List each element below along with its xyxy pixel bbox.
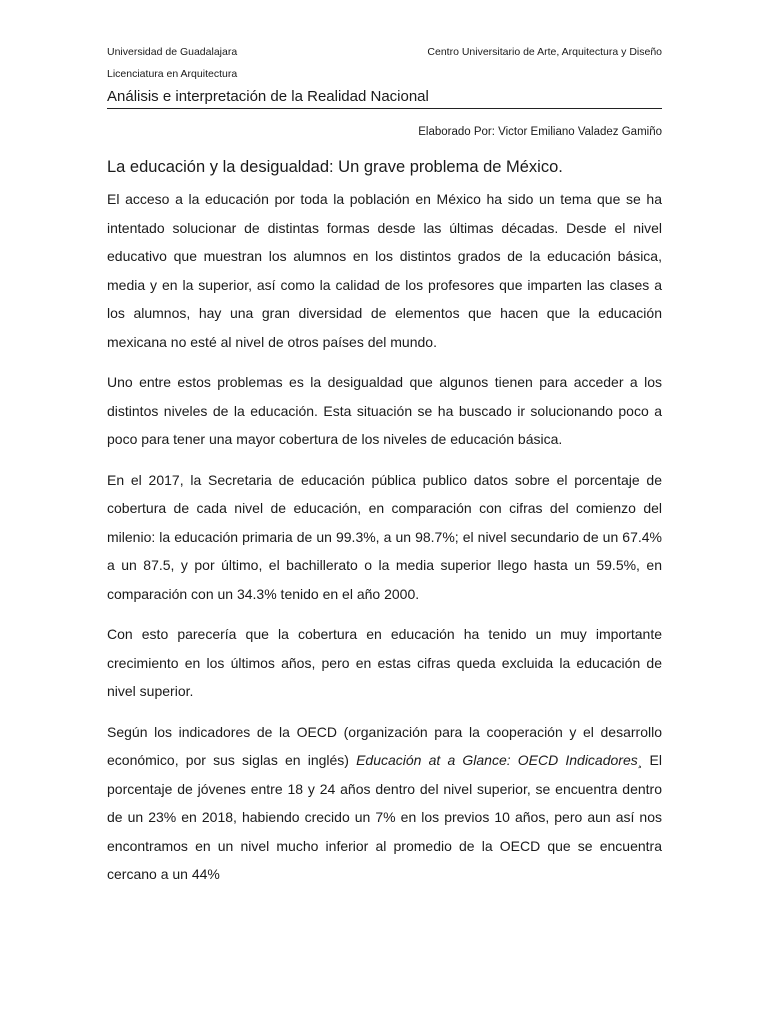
paragraph-5-start: Según los indicadores de la OECD (organización para la cooperación y el desarrollo económico, por sus siglas en inglés) xyxy=(107,723,662,768)
paragraph-2: Uno entre estos problemas es la desigualdad que algunos tienen para acceder a los distintos niveles de la educación. Esta situación se ha buscado ir solucionando poco a poco para tener una mayor cobertura de los niveles de educación básica. xyxy=(107,374,662,447)
program-name: Licenciatura en Arquitectura xyxy=(107,68,238,80)
author-line: Elaborado Por: Victor Emiliano Valadez Gamiño xyxy=(418,126,662,138)
paragraph-5 xyxy=(107,718,662,889)
header-top-row xyxy=(107,45,662,59)
paragraph-5-end: El porcentaje de jóvenes entre 18 y 24 años dentro del nivel superior, se encuentra dentro de un 23% en 2018, habiendo crecido un 7% en los previos 10 años, pero aun así nos encontramos en un nivel mucho inferior al promedio de la OECD que se encuentra cercano a un 44% xyxy=(107,752,662,882)
paragraph-4: Con esto parecería que la cobertura en educación ha tenido un muy importante crecimiento en los últimos años, pero en estas cifras queda excluida la educación de nivel superior. xyxy=(107,626,662,699)
header-program-row xyxy=(107,67,662,81)
header-divider xyxy=(107,108,662,109)
paragraph-1: El acceso a la educación por toda la población en México ha sido un tema que se ha intentado solucionar de distintas formas desde las últimas décadas. Desde el nivel educativo que muestran los alumnos en los distintos grados de la educación básica, media y en la superior, así como la calidad de los profesores que imparten las clases a los alumnos, hay una gran diversidad de elementos que hacen que la educación mexicana no esté al nivel de otros países del mundo. xyxy=(107,191,662,350)
paragraph-3: En el 2017, la Secretaria de educación pública publico datos sobre el porcentaje de cobertura de cada nivel de educación, en comparación con cifras del comienzo del milenio: la educación primaria de un 99.3%, a un 98.7%; el nivel secundario de un 67.4% a un 87.5, y por último, el bachillerato o la media superior llego hasta un 59.5%, en comparación con un 34.3% tenido en el año 2000. xyxy=(107,471,662,602)
essay-title: La educación y la desigualdad: Un grave problema de México. xyxy=(107,158,563,176)
university-name: Universidad de Guadalajara xyxy=(107,46,238,58)
center-name: Centro Universitario de Arte, Arquitectura y Diseño xyxy=(427,46,662,58)
paragraph-5-italic-title: Educación at a Glance: OECD Indicadores¸ xyxy=(356,752,643,768)
course-title: Análisis e interpretación de la Realidad Nacional xyxy=(107,88,429,105)
essay-body xyxy=(107,185,662,901)
